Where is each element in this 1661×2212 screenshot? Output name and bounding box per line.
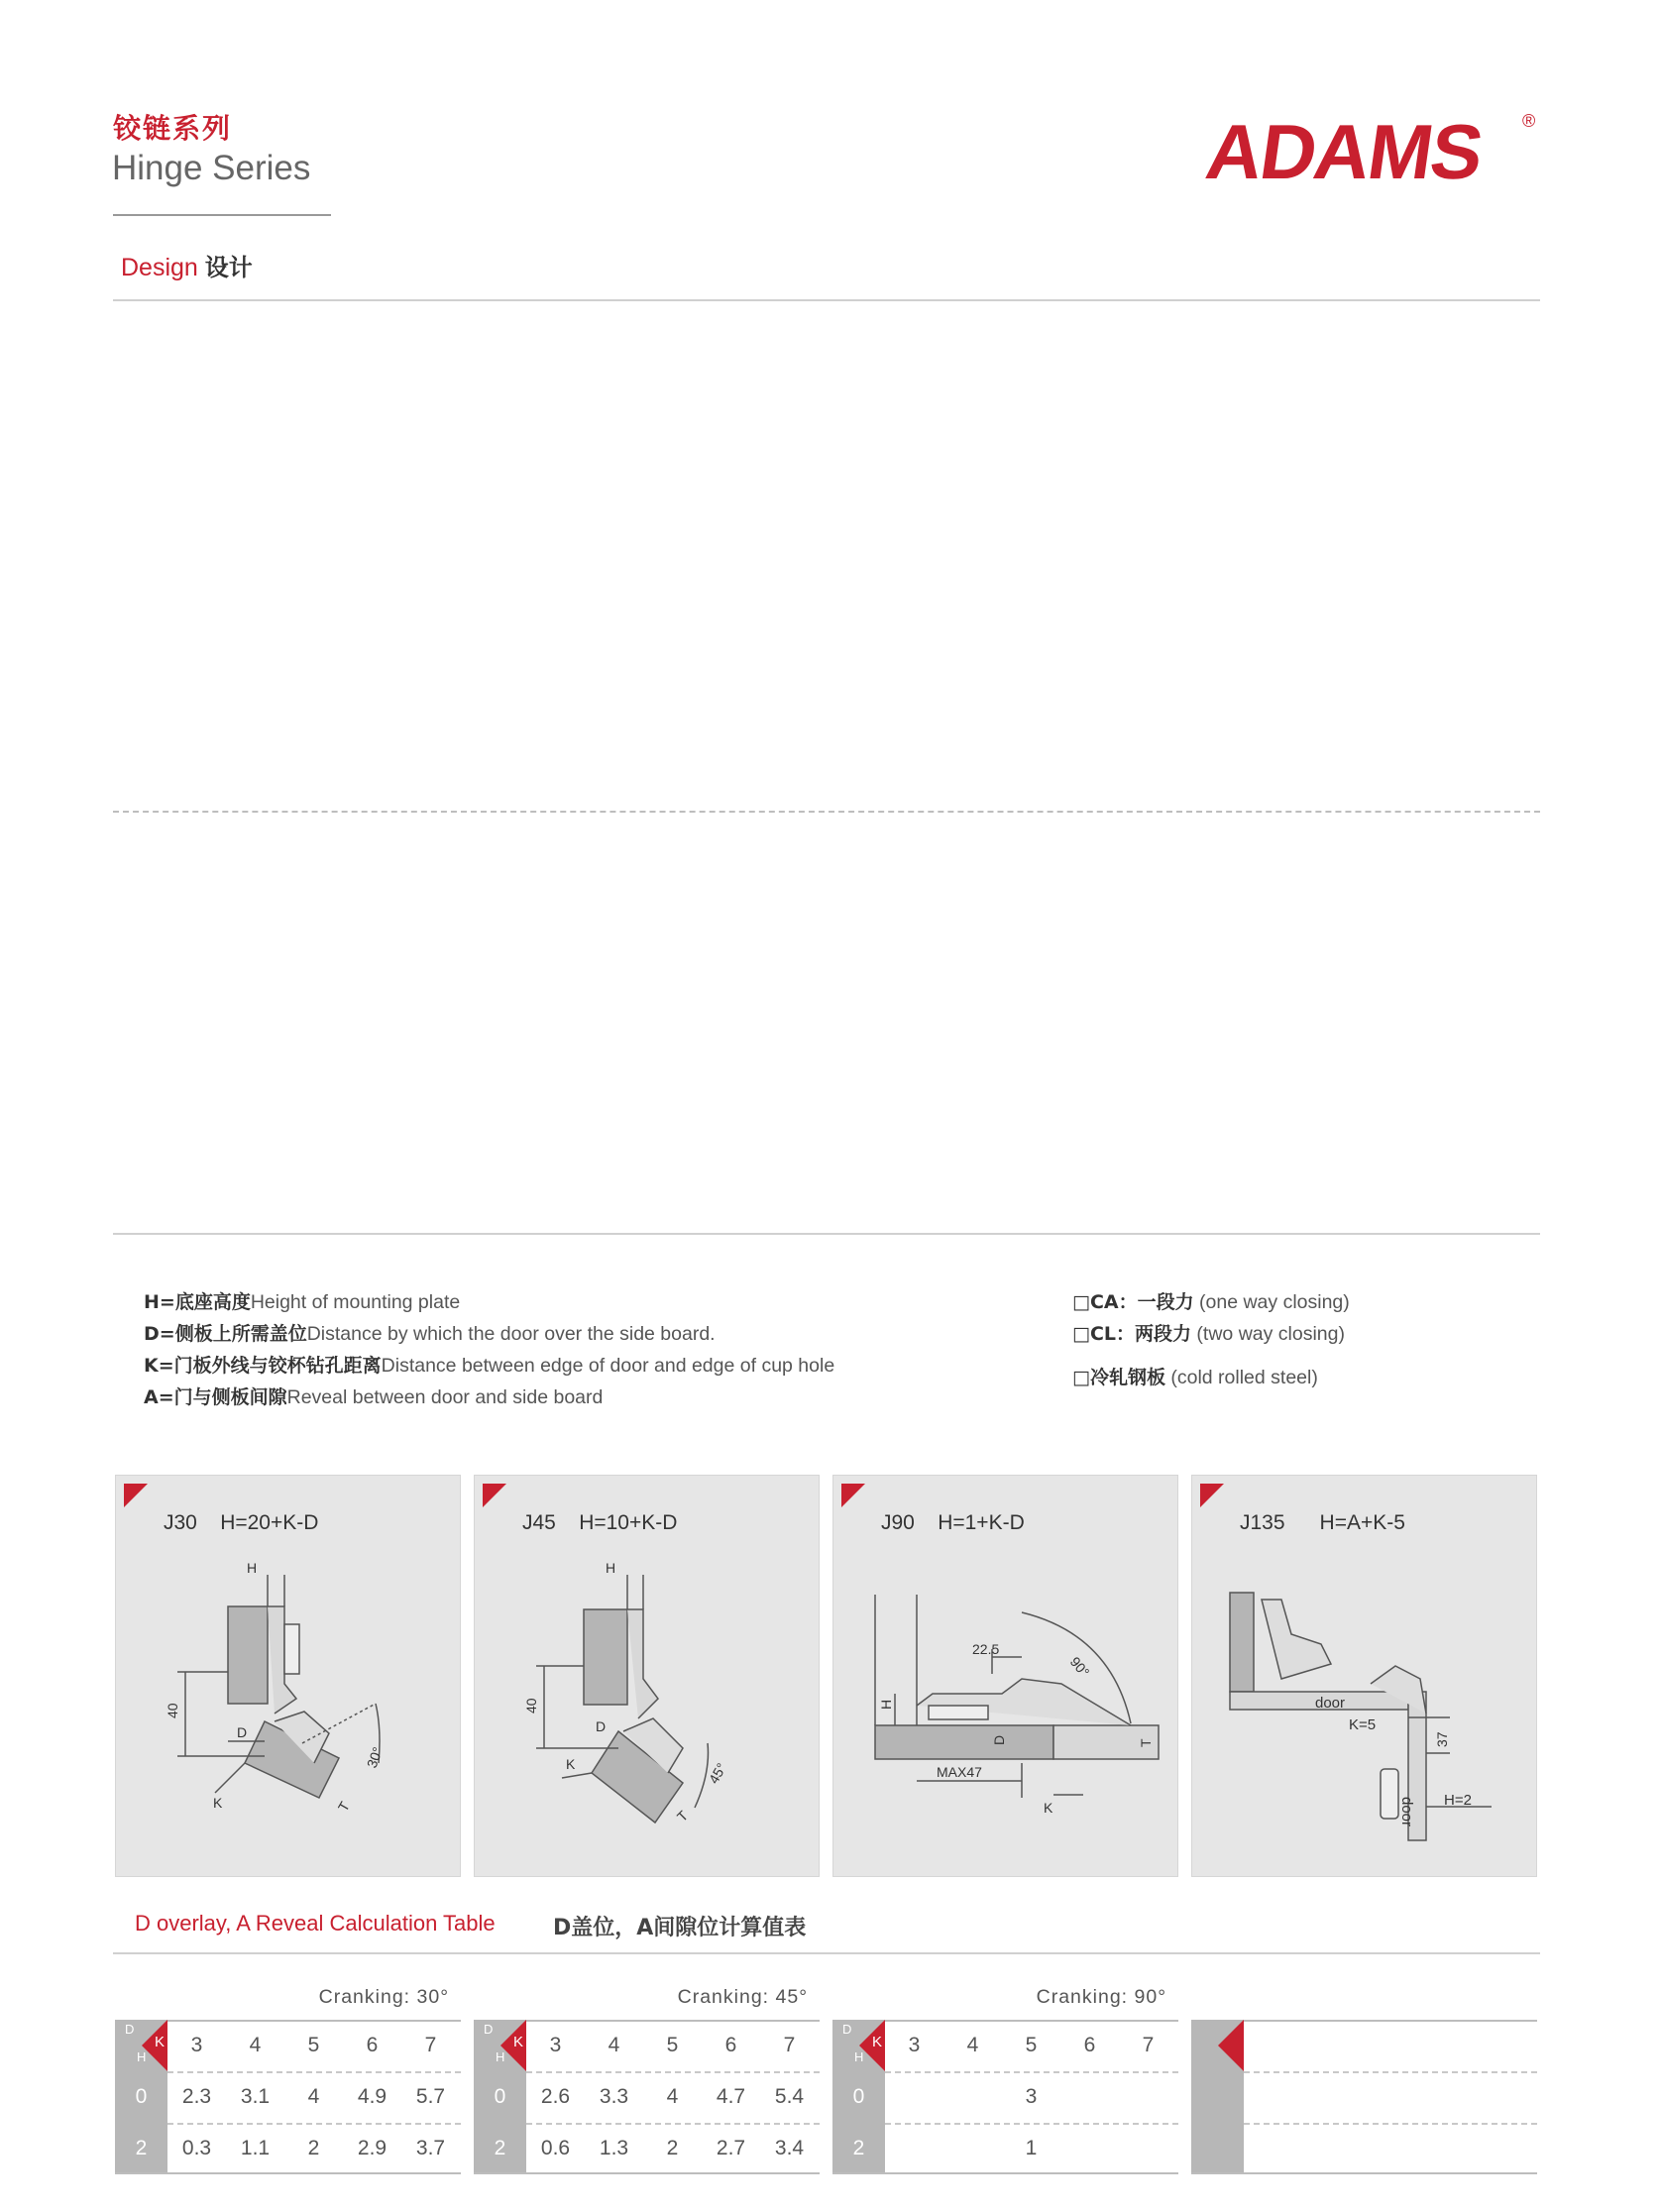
value-cell: 1.1	[240, 2137, 271, 2159]
hinge-diagram-j90	[833, 1476, 1179, 1878]
value-cell	[1119, 2123, 1177, 2174]
calc-table-title-cn: D盖位，A间隙位计算值表	[553, 1916, 807, 1940]
registered-mark: ®	[1522, 111, 1536, 131]
k-header-cell: 3	[549, 2034, 562, 2056]
table-header-corner: D H K	[474, 2020, 526, 2071]
table-header-corner: D H K	[832, 2020, 885, 2071]
calc-table	[115, 1980, 461, 2174]
label-k: K	[1044, 1800, 1053, 1816]
panel-title: J30 H=20+K-D	[164, 1511, 319, 1534]
value-cell: 2.9	[357, 2137, 388, 2159]
legend-row: K=门板外线与铰杯钻孔距离Distance between edge of door and edge of cup hole	[144, 1355, 835, 1377]
value-cell: 2.6	[540, 2085, 571, 2108]
value-cell: 5.7	[415, 2085, 446, 2108]
dashed-divider	[113, 811, 1540, 813]
k-header-cell: 4	[608, 2034, 620, 2056]
value-cell	[943, 2071, 1002, 2123]
calc-grid	[832, 2020, 1178, 2174]
value-cell: 0.6	[540, 2137, 571, 2159]
k-header-cell: 7	[1142, 2034, 1155, 2056]
value-cell: 3.1	[240, 2085, 271, 2108]
value-cell	[1119, 2071, 1177, 2123]
legend-options	[1072, 1286, 1350, 1393]
calc-table	[832, 1980, 1178, 2174]
value-cell: 3.4	[774, 2137, 805, 2159]
k-header-cell: 5	[666, 2034, 679, 2056]
value-cell	[1060, 2123, 1119, 2174]
label-k: K	[213, 1795, 223, 1811]
label-d: D	[991, 1734, 1007, 1745]
label-door-vertical: door	[1398, 1797, 1415, 1827]
label-angle: 90°	[1066, 1653, 1093, 1681]
panel-title: J45 H=10+K-D	[522, 1511, 678, 1534]
label-k: K	[566, 1756, 576, 1772]
value-cell: 5.4	[774, 2085, 805, 2108]
brand-logo: ADAMS	[1200, 108, 1488, 195]
calc-divider	[113, 1952, 1540, 1954]
h-row-label: 0	[474, 2071, 526, 2123]
legend-row: A=门与侧板间隙Reveal between door and side board	[144, 1386, 604, 1408]
label-max47: MAX47	[937, 1764, 982, 1780]
label-d: D	[237, 1724, 248, 1740]
h-row-label: 0	[115, 2071, 167, 2123]
k-header-cell: 3	[190, 2034, 203, 2056]
panel-title: J90 H=1+K-D	[881, 1511, 1025, 1534]
legend-definitions	[144, 1286, 834, 1413]
value-cell	[1060, 2071, 1119, 2123]
value-cell: 3.3	[599, 2085, 629, 2108]
calc-table-empty	[1191, 1980, 1537, 2174]
value-cell	[885, 2071, 943, 2123]
label-22-5: 22.5	[972, 1641, 1000, 1657]
cranking-label: Cranking: 30°	[318, 1986, 449, 2008]
calc-table	[474, 1980, 820, 2174]
series-title-en: Hinge Series	[112, 149, 311, 187]
value-cell: 4	[666, 2085, 679, 2108]
label-40: 40	[523, 1698, 539, 1714]
panel-j90	[832, 1475, 1178, 1877]
cranking-label: Cranking: 90°	[1036, 1986, 1166, 2008]
panel-j135	[1191, 1475, 1537, 1877]
table-header-corner: D H K	[115, 2020, 167, 2071]
option-row: □冷轧钢板 (cold rolled steel)	[1072, 1367, 1318, 1388]
design-label-en: Design	[121, 254, 198, 281]
hinge-diagram-j135	[1192, 1476, 1538, 1878]
value-cell: 2.7	[716, 2137, 746, 2159]
value-cell: 4.7	[716, 2085, 746, 2108]
value-cell: 4	[307, 2085, 320, 2108]
k-header-cell: 3	[908, 2034, 921, 2056]
value-cell: 1	[1025, 2137, 1038, 2159]
k-header-cell: 7	[783, 2034, 796, 2056]
title-divider	[113, 214, 331, 216]
value-cell: 2	[666, 2137, 679, 2159]
design-heading	[121, 248, 253, 282]
k-header-cell: 7	[424, 2034, 437, 2056]
label-37: 37	[1434, 1731, 1450, 1747]
value-cell: 3.7	[415, 2137, 446, 2159]
legend-row: H=底座高度Height of mounting plate	[144, 1291, 461, 1313]
h-row-label: 2	[115, 2123, 167, 2174]
hinge-diagram-j45	[475, 1476, 821, 1878]
legend-row: D=侧板上所需盖位Distance by which the door over the side board.	[144, 1323, 716, 1345]
label-h: H	[878, 1699, 894, 1710]
k-header-cell: 4	[249, 2034, 262, 2056]
cranking-label: Cranking: 45°	[677, 1986, 808, 2008]
calc-table-title-en: D overlay, A Reveal Calculation Table	[135, 1911, 496, 1936]
label-k5: K=5	[1349, 1716, 1377, 1733]
label-40: 40	[165, 1703, 180, 1718]
h-row-label: 2	[832, 2123, 885, 2174]
value-cell: 2.3	[181, 2085, 212, 2108]
panel-j30	[115, 1475, 461, 1877]
series-title-cn: 铰链系列	[113, 112, 233, 145]
legend-divider	[113, 1233, 1540, 1235]
value-cell	[943, 2123, 1002, 2174]
value-cell: 0.3	[181, 2137, 212, 2159]
label-h: H	[606, 1560, 616, 1576]
label-angle: 45°	[705, 1760, 730, 1787]
calc-grid	[474, 2020, 820, 2174]
design-label-cn: 设计	[204, 254, 253, 281]
label-t: T	[673, 1807, 692, 1825]
label-d: D	[596, 1718, 607, 1734]
calc-grid	[115, 2020, 461, 2174]
k-header-cell: 4	[966, 2034, 979, 2056]
k-header-cell: 6	[724, 2034, 737, 2056]
k-header-cell: 5	[307, 2034, 320, 2056]
label-door: door	[1315, 1695, 1346, 1712]
h-row-label: 0	[832, 2071, 885, 2123]
label-angle: 30°	[363, 1744, 387, 1771]
label-h2: H=2	[1444, 1792, 1472, 1809]
option-row: □CA：一段力 (one way closing)	[1072, 1291, 1350, 1313]
value-cell: 1.3	[599, 2137, 629, 2159]
option-row: □CL：两段力 (two way closing)	[1072, 1323, 1345, 1345]
design-divider	[113, 299, 1540, 301]
panel-j45	[474, 1475, 820, 1877]
k-header-cell: 6	[1083, 2034, 1096, 2056]
panel-title: J135 H=A+K-5	[1240, 1511, 1405, 1534]
k-header-cell: 5	[1025, 2034, 1038, 2056]
k-header-cell: 6	[366, 2034, 379, 2056]
value-cell: 4.9	[357, 2085, 388, 2108]
hinge-diagram-j30	[116, 1476, 462, 1878]
value-cell: 2	[307, 2137, 320, 2159]
value-cell	[885, 2123, 943, 2174]
label-h: H	[247, 1560, 258, 1576]
h-row-label: 2	[474, 2123, 526, 2174]
value-cell: 3	[1025, 2085, 1038, 2108]
label-t: T	[1138, 1738, 1154, 1747]
label-t: T	[334, 1799, 353, 1815]
